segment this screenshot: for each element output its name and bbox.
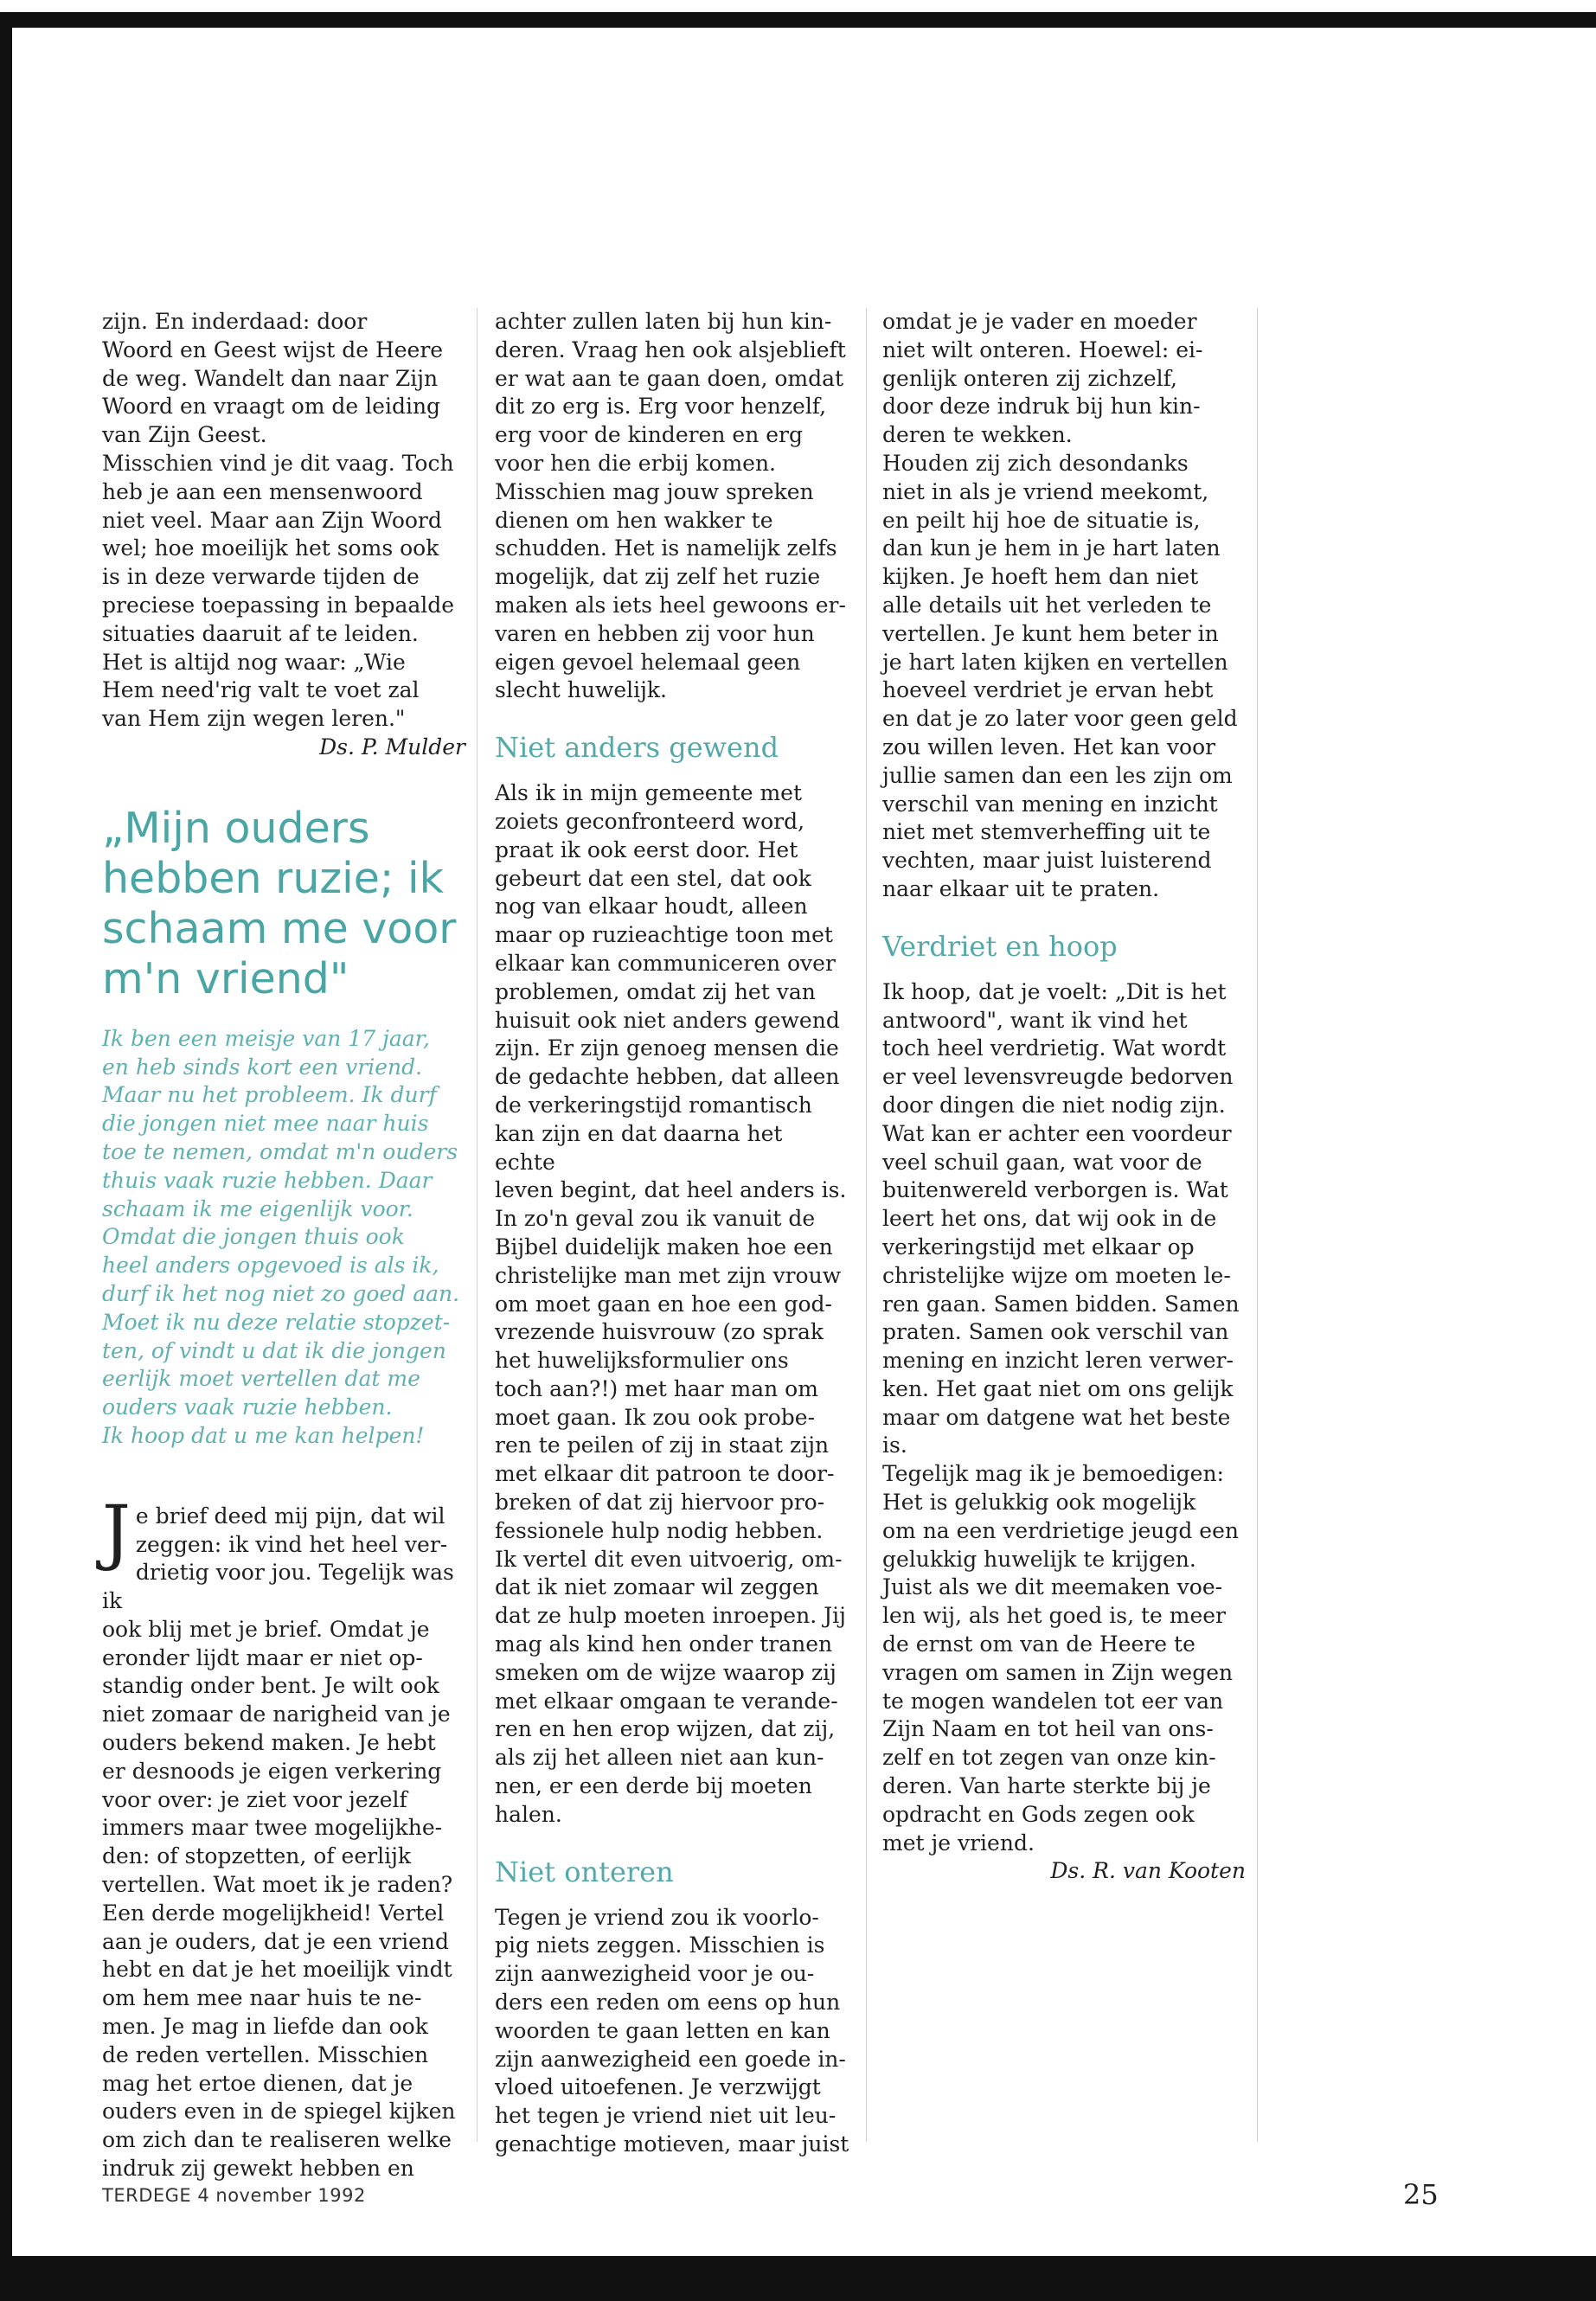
column-rule-3 bbox=[1257, 308, 1258, 2142]
publication-footer: TERDEGE 4 november 1992 bbox=[102, 2185, 366, 2206]
article-headline: „Mijn ouders hebben ruzie; ik schaam me voor m'n vriend" bbox=[102, 803, 457, 1003]
scan-border-left bbox=[0, 12, 12, 2301]
signature-mulder: Ds. P. Mulder bbox=[319, 734, 465, 760]
page-number: 25 bbox=[1403, 2178, 1439, 2211]
paragraph: omdat je je vader en moeder niet wilt onteren. Hoewel: ei- genlijk onteren zij zichzelf, door deze indruk bij hun kin- deren te wekken. Houden zij zich desondanks niet in als je vriend meekomt, en peilt hij hoe de situatie is, dan kun je hem in je hart laten kijken. Je hoeft hem dan niet alle details uit het verleden te vertellen. Je kunt hem beter in je hart laten kijken en vertellen hoeveel verdriet je ervan hebt en dat je zo later voor geen geld zou willen leven. Het kan voor jullie samen dan een les zijn om verschil van mening en inzicht niet met stemverheffing uit te vechten, maar juist luisterend naar elkaar uit te praten. bbox=[882, 309, 1238, 901]
paragraph: Ik hoop, dat je voelt: „Dit is het antwoord", want ik vind het toch heel verdrietig. Wat wordt er veel levensvreugde bedorven door dingen die niet nodig zijn. Wat kan er achter een voordeur veel schuil gaan, wat voor de buitenwereld verborgen is. Wat leert het ons, dat wij ook in de verkeringstijd met elkaar op christelijke wijze om moeten le- ren gaan. Samen bidden. Samen praten. Samen ook verschil van mening en inzicht leren verwer- ken. Het gaat niet om ons gelijk maar om datgene wat het beste is. Tegelijk mag ik je bemoedigen: Het is gelukkig ook mogelijk om na een verdrietige jeugd een gelukkig huwelijk te krijgen. Juist als we dit meemaken voe- len wij, als het goed is, te meer de ernst om van de Heere te vragen om samen in Zijn wegen te mogen wandelen tot eer van Zijn Naam en tot heil van ons- zelf en tot zegen van onze kin- deren. Van harte sterkte bij je opdracht en Gods zegen ook met je vriend. bbox=[882, 978, 1240, 1856]
reader-letter: Ik ben een meisje van 17 jaar, en heb sinds kort een vriend. Maar nu het probleem. Ik durf die jongen niet mee naar huis toe te nemen, omdat m'n ouders thuis vaak ruzie hebben. Daar schaam ik me eigenlijk voor. Omdat die jongen thuis ook heel anders opgevoed is als ik, durf ik het nog niet zo goed aan. Moet ik nu deze relatie stopzet- ten, of vindt u dat ik die jongen eerlijk moet vertellen dat me ouders vaak ruzie hebben. Ik hoop dat u me kan helpen! bbox=[102, 1025, 460, 1448]
signature-van-kooten: Ds. R. van Kooten bbox=[1050, 1858, 1246, 1884]
column-rule-2 bbox=[866, 308, 867, 2142]
scan-border-top bbox=[0, 12, 1596, 28]
column-2 bbox=[495, 308, 849, 2159]
paragraph: Tegen je vriend zou ik voorlo- pig niets zeggen. Misschien is zijn aanwezigheid voor je ou- ders een reden om eens op hun woorden te gaan letten en kan zijn aanwezigheid een goede in- vloed uitoefenen. Je verzwijgt het tegen je vriend niet uit leu- genachtige motieven, maar juist bbox=[495, 1904, 849, 2157]
answer-body: e brief deed mij pijn, dat wil zeggen: ik vind het heel ver- drietig voor jou. Tegelijk was ik ook blij met je brief. Omdat je eronder lijdt maar er niet op- standig onder bent. Je wilt ook niet zomaar de narigheid van je ouders bekend maken. Je hebt er desnoods je eigen verkering voor over: je ziet voor jezelf immers maar twee mogelijkhe- den: of stopzetten, of eerlijk vertellen. Wat moet ik je raden? Een derde mogelijkheid! Vertel aan je ouders, dat je een vriend hebt en dat je het moeilijk vindt om hem mee naar huis te ne- men. Je mag in liefde dan ook de reden vertellen. Misschien mag het ertoe dienen, dat je ouders even in de spiegel kijken om zich dan te realiseren welke indruk zij gewekt hebben en bbox=[102, 1503, 456, 2182]
subheading-niet-onteren: Niet onteren bbox=[495, 1855, 674, 1888]
subheading-niet-anders-gewend: Niet anders gewend bbox=[495, 731, 779, 765]
column-rule-1 bbox=[477, 308, 478, 2142]
paragraph: Als ik in mijn gemeente met zoiets geconfronteerd word, praat ik ook eerst door. Het gebeurt dat een stel, dat ook nog van elkaar houdt, alleen maar op ruzieachtige toon met elkaar kan communiceren over problemen, omdat zij het van huisuit ook niet anders gewend zijn. Er zijn genoeg mensen die de gedachte hebben, dat alleen de verkeringstijd romantisch kan zijn en dat daarna het echte leven begint, dat heel anders is. In zo'n geval zou ik vanuit de Bijbel duidelijk maken hoe een christelijke man met zijn vrouw om moet gaan en hoe een god- vrezende huisvrouw (zo sprak het huwelijksformulier ons toch aan?!) met haar man om moet gaan. Ik zou ook probe- ren te peilen of zij in staat zijn met elkaar dit patroon te door- breken of dat zij hiervoor pro- fessionele hulp nodig hebben. Ik vertel dit even uitvoerig, om- dat ik niet zomaar wil zeggen dat ze hulp moeten inroepen. Jij mag als kind hen onder tranen smeken om de wijze waarop zij met elkaar omgaan te verande- ren en hen erop wijzen, dat zij, als zij het alleen niet aan kun- nen, er een derde bij moeten halen. bbox=[495, 780, 847, 1827]
column-3 bbox=[882, 308, 1246, 1886]
answer-opening bbox=[102, 1490, 465, 2183]
article-continuation: zijn. En inderdaad: door Woord en Geest wijst de Heere de weg. Wandelt dan naar Zijn Woord en vraagt om de leiding van Zijn Geest. Misschien vind je dit vaag. Toch heb je aan een mensenwoord niet veel. Maar aan Zijn Woord wel; hoe moeilijk het soms ook is in deze verwarde tijden de preciese toepassing in bepaalde situaties daaruit af te leiden. Het is altijd nog waar: „Wie Hem need'rig valt te voet zal van Hem zijn wegen leren." bbox=[102, 309, 455, 732]
subheading-verdriet-en-hoop: Verdriet en hoop bbox=[882, 929, 1118, 963]
column-1 bbox=[102, 308, 465, 2183]
drop-cap: J bbox=[102, 1490, 131, 1574]
paragraph: achter zullen laten bij hun kin- deren. Vraag hen ook alsjeblieft er wat aan te gaan doen, omdat dit zo erg is. Erg voor henzelf, erg voor de kinderen en erg voor hen die erbij komen. Misschien mag jouw spreken dienen om hen wakker te schudden. Het is namelijk zelfs mogelijk, dat zij zelf het ruzie maken als iets heel gewoons er- varen en hebben zij voor hun eigen gevoel helemaal geen slecht huwelijk. bbox=[495, 309, 846, 703]
scan-border-bottom bbox=[0, 2256, 1596, 2301]
